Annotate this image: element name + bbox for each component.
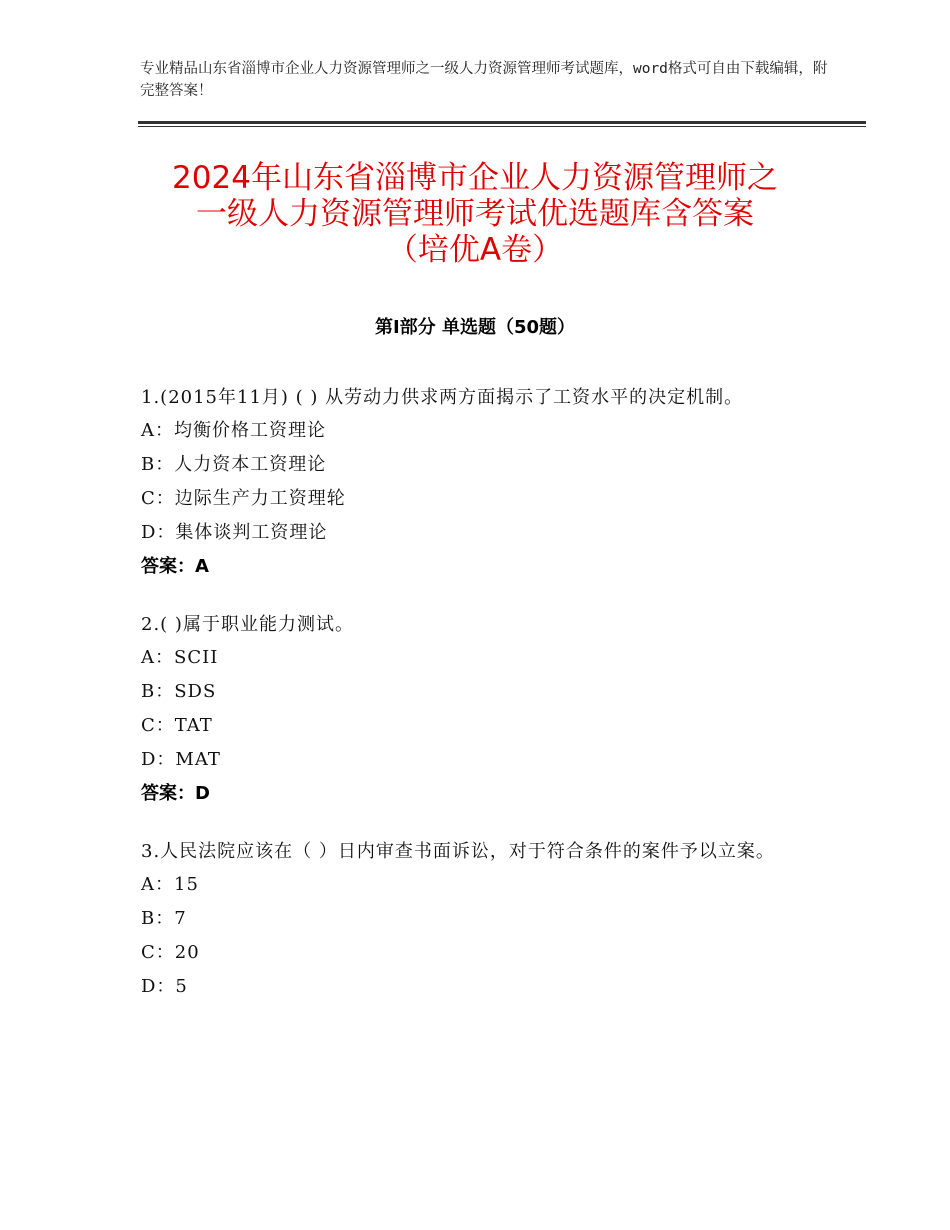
option-d: D：MAT (141, 749, 221, 770)
answer: 答案：A (141, 556, 209, 577)
option-c: C：20 (141, 942, 200, 963)
option-b: B：SDS (141, 681, 217, 702)
section-title: 第Ⅰ部分 单选题（50题） (374, 317, 575, 338)
header-rule-thin (138, 126, 866, 127)
header-note: 专业精品山东省淄博市企业人力资源管理师之一级人力资源管理师考试题库，word格式可自由下载编辑，附完整答案！ (140, 61, 828, 99)
document-title (120, 160, 830, 268)
question-stem: 1.(2015年11月) ( ) 从劳动力供求两方面揭示了工资水平的决定机制。 (141, 387, 744, 408)
option-a: A：15 (141, 874, 199, 895)
option-d: D：5 (141, 976, 188, 997)
option-a: A：SCII (141, 647, 219, 668)
question-2 (141, 608, 811, 811)
option-b: B：7 (141, 908, 187, 929)
option-b: B：人力资本工资理论 (141, 454, 327, 475)
question-stem: 3.人民法院应该在（ ）日内审查书面诉讼，对于符合条件的案件予以立案。 (141, 841, 775, 862)
answer: 答案：D (141, 783, 210, 804)
question-stem: 2.( )属于职业能力测试。 (141, 614, 354, 635)
title-line-1: 2024年山东省淄博市企业人力资源管理师之 (172, 160, 778, 196)
question-1 (141, 381, 811, 584)
title-line-3: （培优A卷） (386, 232, 564, 268)
option-c: C：TAT (141, 715, 213, 736)
option-c: C：边际生产力工资理轮 (141, 488, 346, 509)
title-line-2: 一级人力资源管理师考试优选题库含答案 (196, 196, 754, 232)
header-rule-thick (138, 121, 866, 124)
option-d: D：集体谈判工资理论 (141, 522, 328, 543)
question-list (141, 381, 811, 1028)
question-3 (141, 835, 811, 1004)
option-a: A：均衡价格工资理论 (141, 420, 326, 441)
